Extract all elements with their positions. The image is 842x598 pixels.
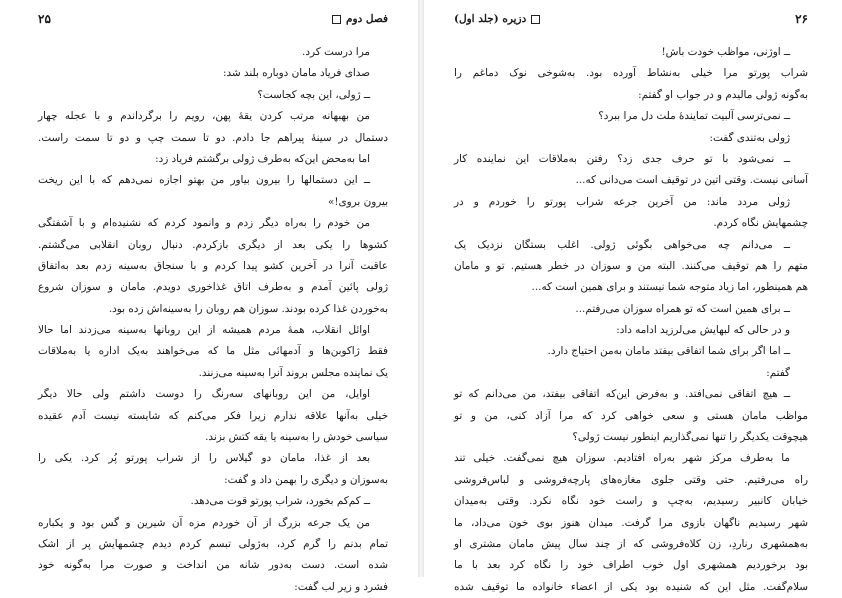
right-page-header [454, 10, 808, 28]
text-line: آسانی نیست. وقتی اتین در توقیف است می‌دانی که... [575, 174, 808, 187]
text-line: بود برخوردیم همشهری اول خوب اطراف خود را نگاه کرد بعد با ما [454, 559, 808, 572]
text-line: چشمهایش نگاه کردم. [713, 217, 808, 230]
text-line: ــ برای همین است که تو همراه سوزان می‌رفتم... [575, 302, 790, 315]
text-line: من بهبهانه مرتب کردن یقهٔ پهن، رویم را برگرداندم و با عجله چهار [38, 110, 370, 123]
right-page [424, 0, 842, 593]
text-line: یک نماینده مجلس بروند آنرا به‌سینه می‌زنند. [198, 366, 388, 379]
text-line: من خودم را به‌راه دیگر زدم و وانمود کردم که نشنیده‌ام و با آشفتگی [38, 217, 370, 230]
page-number-right: ۲۶ [795, 12, 808, 26]
text-line: ــ اما اگر برای شما اتفاقی بیفتد مامان به‌من احتیاج دارد. [547, 345, 790, 358]
text-line: خیابان کانبیر رسیدیم، به‌چپ و راست خود نگاه نکرد. وقتی به‌میدان [454, 495, 808, 508]
text-line: سیاسی خودش را به‌سینه یا یقه کتش بزند. [205, 431, 388, 444]
text-line: به‌خوردن غذا کرده بودند. سوزان هم روبان را به‌سینه‌اش زده بود. [108, 302, 388, 315]
text-line: ژولی مردد ماند: من آخرین جرعه شراب پورتو را خوردم و در [454, 195, 790, 208]
text-line: سلام‌گفت. مثل این که شنیده بود یکی از اعضاء خانواده ما توقیف شده [454, 580, 808, 593]
text-line: مواظب مامان هستی و سعی خواهی کرد که مرا آزاد کنی، من و تو [454, 409, 808, 422]
chapter-title: فصل دوم [346, 13, 388, 25]
text-line: کشوها را یکی بعد از دیگری بازکردم. دنبال روبان انقلابی می‌گشتم. [38, 238, 388, 251]
text-line: تمام بدنم را گرم کرد، به‌ژولی تبسم کردم دیدم چشمهایش پر از اشک [38, 537, 388, 550]
text-line: شراب پورتو مرا خیلی به‌نشاط آورده بود. به‌شوخی نوک دماغم را [454, 67, 808, 80]
text-line: صدای فریاد مامان دوباره بلند شد: [222, 67, 370, 80]
text-line: به‌گونه ژولی مالیدم و در جواب او گفتم: [638, 88, 808, 101]
text-line: ــ می‌دانم چه می‌خواهی بگوئی ژولی. اغلب بستگان نزدیک یک [454, 238, 790, 251]
page-number-left: ۲۵ [38, 12, 51, 26]
text-line: به‌همشهری رناردِ، زن کلاه‌فروشی که از چند سال پیش مامان مشتری او [454, 537, 808, 550]
text-line: گفتم: [766, 366, 790, 379]
text-line: شده است. دست به‌دور شانه من انداخت و صورت مرا به‌گونه خود [38, 559, 388, 572]
text-line: عاقبت آنرا در آخرین کشو پیدا کردم و با سنجاق به‌سینه زدم بعد به‌اتفاق [38, 259, 388, 272]
book-title: دزیره (جلد اول) [454, 13, 527, 25]
text-line: فقط ژاکوبن‌ها و آدمهائی مثل ما که می‌خواهند به‌یک اداره یا به‌ملاقات [38, 345, 388, 358]
square-ornament-icon [332, 15, 341, 24]
running-head-left [332, 13, 388, 25]
text-line: دستمال در سینهٔ پیراهم جا دادم. دو تا سمت چپ و دو تا سمت راست. [38, 131, 388, 144]
text-line: ژولی به‌تندی گفت: [709, 131, 790, 144]
text-line: من یک جرعه بزرگ از آن خوردم مزه آن شیرین و گس بود و یکباره [38, 516, 370, 529]
text-line: بعد از غذا، مامان دو گیلاس را از شراب پورتو پُر کرد. یکی را [38, 452, 370, 465]
text-line: اوایل، من این روبانهای سه‌رنگ را دوست داشتم ولی حالا دیگر [38, 388, 370, 401]
text-line: ــ اوژنی، مواظب خودت باش! [661, 46, 790, 58]
text-line: ــ کم‌کم بخورد، شراب پورتو قوت می‌دهد. [190, 495, 370, 508]
text-line: ــ نمی‌شود با تو حرف جدی زد؟ رفتن به‌ملاقات این نماینده کار [454, 152, 790, 165]
text-line: فشرد و زیر لب گفت: [294, 580, 388, 593]
text-line: راه می‌رفتیم. حتی وقتی جلوی مغازه‌های پارچه‌فروشی و لباس‌فروشی [454, 473, 808, 486]
text-line: خیلی به‌آنها علاقه ندارم زیرا فکر می‌کنم که شایسته نیست آدم عقیده [38, 409, 388, 422]
right-page-body [454, 42, 808, 598]
text-line: ــ نمی‌ترسی آلبیت تمایندۀ ملت دل مرا ببرد؟ [598, 110, 790, 123]
text-line: ــ این دستمالها را بیرون بیاور من بهتو اجازه نمی‌دهم که با این ریخت [38, 174, 370, 187]
left-page-body [38, 42, 388, 598]
text-line: اوائل انقلاب، همهٔ مردم همیشه از این روبانها به‌سینه می‌زدند اما حالا [38, 324, 370, 337]
text-line: ژولی پائین آمدم و به‌طرف اتاق غذاخوری دویدم. مامان و سوزان شروع [38, 281, 388, 294]
left-page-header [38, 10, 388, 28]
text-line: اما به‌محض این‌که به‌طرف ژولی برگشتم فریاد زد: [155, 152, 370, 165]
text-line: مرا درست کرد. [302, 46, 370, 58]
text-line: بیرون بروی!» [327, 195, 388, 208]
text-line: ما به‌طرف مرکز شهر به‌راه افتادیم. سوزان هیچ نمی‌گفت. خیلی تند [454, 452, 790, 465]
text-line: متهم را هم توقیف می‌کنند. البته من و سوزان در خطر هستیم. تو و مامان [454, 259, 808, 272]
text-line: به‌سوزان و دیگری را بهمن داد و گفت: [224, 473, 388, 486]
text-line: هم همینطور، اما زیاد متوجه شما نیستند و برای همین است که... [531, 281, 808, 294]
text-line: هیچوقت یکدیگر را تنها نمی‌گذاریم اینطور نیست ژولی؟ [572, 431, 808, 444]
text-line: ــ هیچ اتفاقی نمی‌افتد. و به‌فرض این‌که اتفاقی بیفتد، من می‌دانم که تو [454, 388, 790, 401]
left-page [0, 0, 418, 593]
running-head-right [454, 13, 540, 25]
text-line: شهر رسیدیم ناگهان بازوی مرا گرفت. میدان هنوز بوی خون می‌داد، ما [454, 516, 808, 529]
text-line: و در حالی که لبهایش می‌لرزید ادامه داد: [616, 324, 790, 337]
text-line: ــ ژولی، این بچه کجاست؟ [257, 88, 370, 101]
square-ornament-icon [531, 15, 540, 24]
